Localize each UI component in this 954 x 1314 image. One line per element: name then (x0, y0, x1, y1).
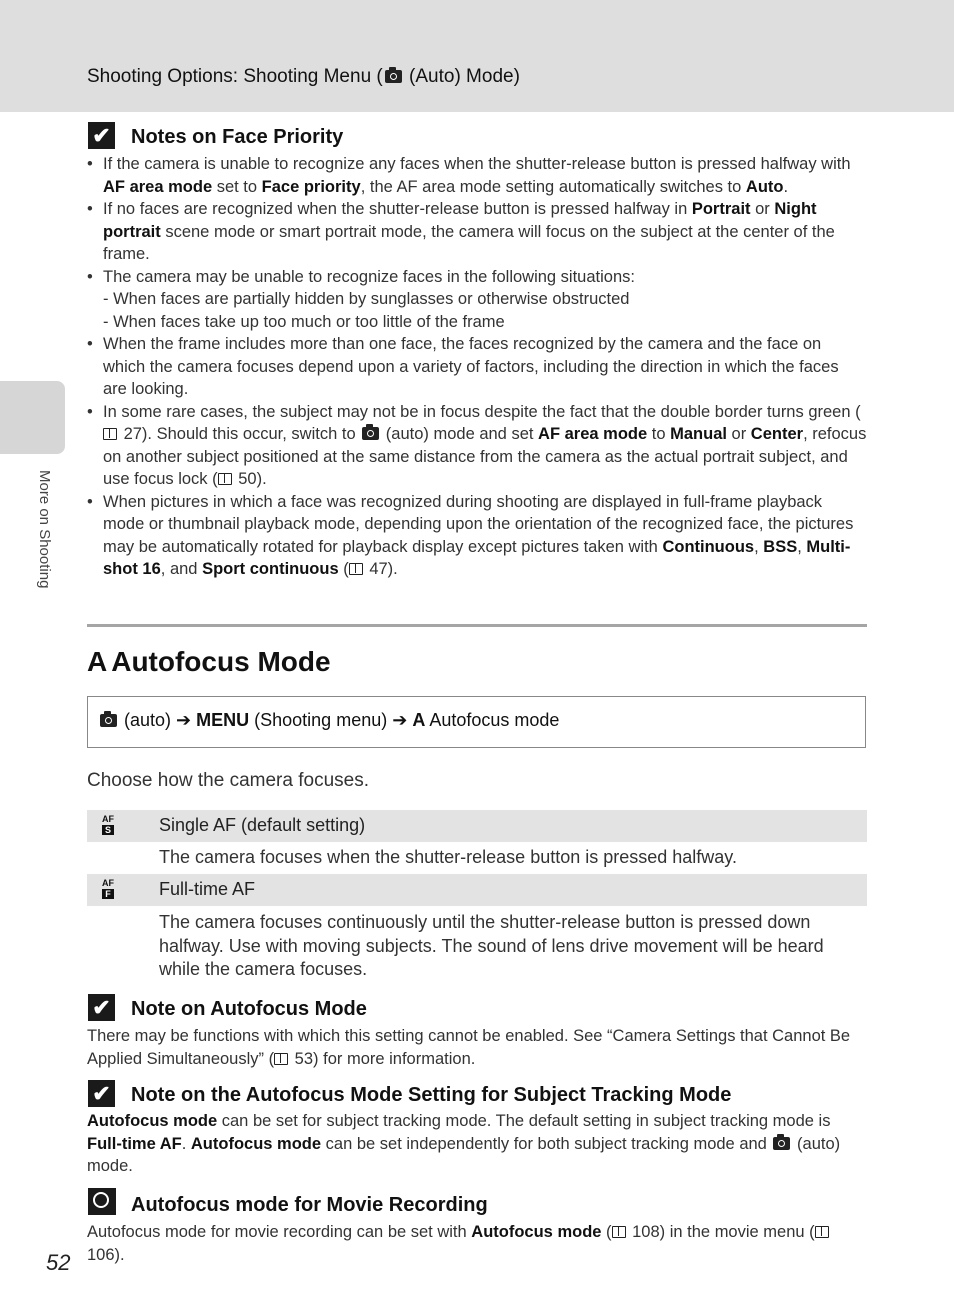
side-tab-label: More on Shooting (36, 470, 53, 589)
note-autofocus-title: Note on Autofocus Mode (131, 998, 367, 1020)
book-reference-icon (103, 428, 117, 440)
list-item: • When pictures in which a face was recognized during shooting are displayed in full-frame playback mode or thumbnail playback mode, depending upon the orientation of the recognized face, the pictures may be automatically rotated for playback display except pictures taken with Continuous, BSS, Multi-shot 16, and Sport continuous ( 47). (87, 491, 867, 581)
list-sub-item: - When faces take up too much or too little of the frame (103, 312, 505, 331)
camera-auto-icon (100, 714, 117, 727)
note-subject-tracking-title: Note on the Autofocus Mode Setting for Subject Tracking Mode (131, 1084, 732, 1106)
af-full-time-icon: AF F (102, 878, 114, 899)
section-intro: Choose how the camera focuses. (87, 770, 369, 791)
af-single-icon: AF S (102, 814, 114, 835)
autofocus-mode-icon: A (412, 710, 426, 730)
page-number: 52 (46, 1250, 71, 1275)
face-priority-notes-list (87, 153, 867, 581)
option-label: Full-time AF (159, 879, 256, 899)
section-divider (87, 624, 867, 627)
section-title: A Autofocus Mode (87, 646, 331, 677)
camera-auto-icon (385, 70, 402, 83)
check-mark-icon: ✔ (88, 1080, 115, 1107)
note-autofocus-text: There may be functions with which this setting cannot be enabled. See “Camera Settings that Cannot Be Applied Simultaneously” ( 53) for more information. (87, 1027, 851, 1068)
option-row-single-af (87, 810, 867, 842)
book-reference-icon (612, 1226, 626, 1238)
menu-path-box (87, 696, 866, 748)
arrow-right-icon: ➔ (392, 710, 408, 730)
menu-path: (auto) ➔ MENU (Shooting menu) ➔ A Autofocus mode (98, 710, 559, 731)
list-item: • If no faces are recognized when the shutter-release button is pressed halfway in Portrait or Night portrait scene mode or smart portrait mode, the camera will focus on the subject at the center of the frame. (87, 198, 867, 266)
camera-auto-icon (362, 427, 379, 440)
list-item: • When the frame includes more than one face, the faces recognized by the camera and the face on which the camera focuses depend upon a variety of factors, including the direction in which the faces are looking. (87, 333, 867, 401)
movie-recording-title: Autofocus mode for Movie Recording (131, 1194, 488, 1216)
menu-button-icon: MENU (196, 710, 250, 730)
header-title: Shooting Options: Shooting Menu ( (Auto) Mode) (87, 66, 520, 87)
autofocus-mode-icon: A (87, 646, 106, 677)
magnifier-tip-icon (88, 1188, 116, 1215)
option-description: The camera focuses when the shutter-release button is pressed halfway. (159, 847, 737, 867)
option-description: The camera focuses continuously until the shutter-release button is pressed down halfway. Use with moving subjects. The sound of lens drive movement will be heard while the camera focuses. (159, 912, 824, 979)
note-subject-tracking-text: Autofocus mode can be set for subject tracking mode. The default setting in subject tracking mode is Full-time AF. Autofocus mode can be set independently for both subject tracking mode and (auto) mode. (87, 1112, 841, 1175)
movie-recording-text: Autofocus mode for movie recording can be set with Autofocus mode ( 108) in the movie menu ( 106). (87, 1221, 867, 1266)
check-mark-icon: ✔ (88, 994, 115, 1021)
list-item: • In some rare cases, the subject may not be in focus despite the fact that the double border turns green ( 27). Should this occur, switch to (auto) mode and set AF area mode to Manual or Center, refocus on another subject positioned at the same distance from the camera as the actual portrait subject, and use focus lock ( 50). (87, 401, 867, 491)
camera-auto-icon (773, 1137, 790, 1150)
arrow-right-icon: ➔ (176, 710, 192, 730)
option-label: Single AF (default setting) (159, 815, 366, 835)
side-tab (0, 381, 65, 454)
notes-face-priority-title: Notes on Face Priority (131, 126, 344, 148)
check-mark-icon: ✔ (88, 122, 115, 149)
book-reference-icon (274, 1053, 288, 1065)
option-row-full-time-af (87, 874, 867, 906)
book-reference-icon (218, 473, 232, 485)
book-reference-icon (815, 1226, 829, 1238)
page-header (0, 0, 954, 112)
list-item: • If the camera is unable to recognize any faces when the shutter-release button is pressed halfway with AF area mode set to Face priority, the AF area mode setting automatically switches to Auto. (87, 153, 867, 198)
book-reference-icon (349, 563, 363, 575)
list-item: • The camera may be unable to recognize faces in the following situations: (87, 266, 867, 289)
list-sub-item: - When faces are partially hidden by sunglasses or otherwise obstructed (103, 290, 630, 308)
